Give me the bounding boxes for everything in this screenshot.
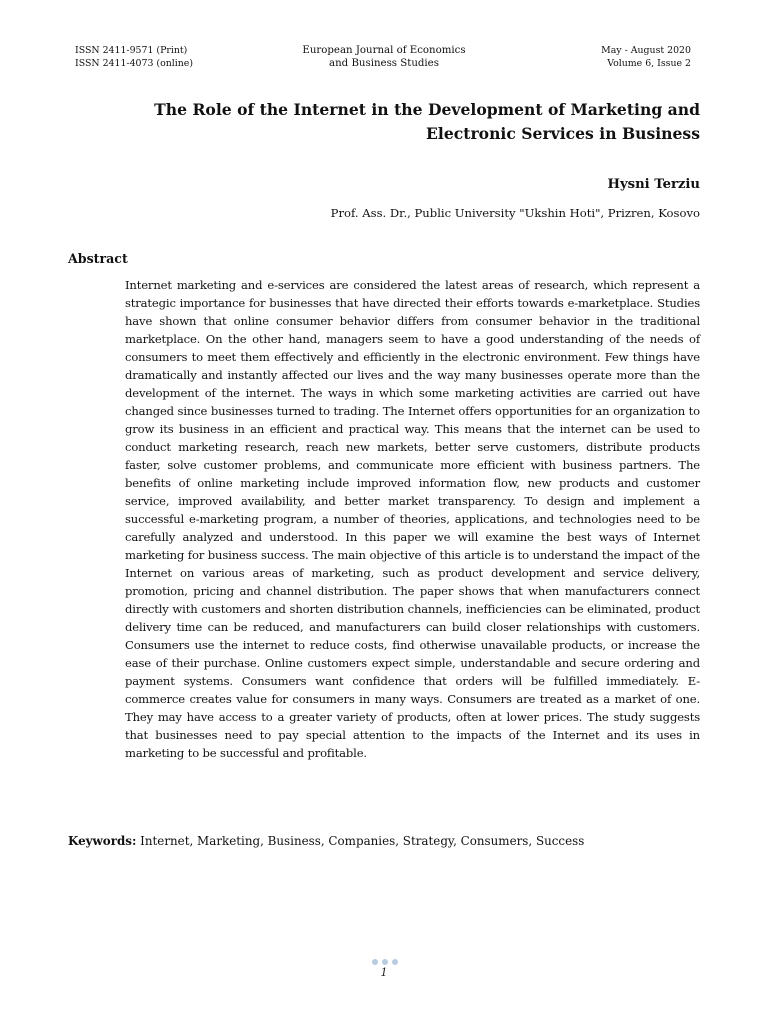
author-affiliation: Prof. Ass. Dr., Public University "Ukshin Hoti", Prizren, Kosovo bbox=[330, 206, 700, 220]
journal-name-line2: and Business Studies bbox=[329, 58, 439, 69]
page-number: 1 bbox=[380, 966, 388, 979]
author-name: Hysni Terziu bbox=[607, 177, 700, 192]
issue-volume: Volume 6, Issue 2 bbox=[607, 58, 691, 69]
paper-title bbox=[80, 98, 700, 146]
keywords-label: Keywords: bbox=[68, 834, 137, 848]
issn-print: ISSN 2411-9571 (Print) bbox=[75, 45, 188, 56]
issue-date: May - August 2020 bbox=[601, 45, 691, 56]
paper-title-line1: The Role of the Internet in the Development of Marketing and bbox=[154, 100, 700, 119]
paper-title-line2: Electronic Services in Business bbox=[426, 124, 700, 143]
keywords-list: Internet, Marketing, Business, Companies, Strategy, Consumers, Success bbox=[140, 834, 585, 848]
journal-name-line1: European Journal of Economics bbox=[302, 45, 466, 56]
issn-online: ISSN 2411-4073 (online) bbox=[75, 58, 194, 69]
journal-issue bbox=[601, 44, 691, 70]
keywords bbox=[68, 834, 708, 848]
abstract-text: Internet marketing and e-services are considered the latest areas of research, which represent a strategic importance for businesses that have directed their efforts towards e-marketplace. Studies have shown that online consumer behavior differs from consumer behavior in the traditional marketplace. On the other hand, managers seem to have a good understanding of the needs of consumers to meet them effectively and efficiently in the electronic environment. Few things have dramatically and instantly affected our lives and the way many businesses operate more than the development of the internet. The ways in which some marketing activities are carried out have changed since businesses turned to trading. The Internet offers opportunities for an organization to grow its business in an efficient and practical way. This means that the internet can be used to conduct marketing research, reach new markets, better serve customers, distribute products faster, solve customer problems, and communicate more efficient with business partners. The benefits of online marketing include improved information flow, new products and customer service, improved availability, and better market transparency. To design and implement a successful e-marketing program, a number of theories, applications, and technologies need to be carefully analyzed and understood. In this paper we will examine the best ways of Internet marketing for business success. The main objective of this article is to understand the impact of the Internet on various areas of marketing, such as product development and service delivery, promotion, pricing and channel distribution. The paper shows that when manufacturers connect directly with customers and shorten distribution channels, inefficiencies can be eliminated, product delivery time can be reduced, and manufacturers can build closer relationships with customers. Consumers use the internet to reduce costs, find otherwise unavailable products, or increase the ease of their purchase. Online customers expect simple, understandable and secure ordering and payment systems. Consumers want confidence that orders will be fulfilled immediately. E- commerce creates value for consumers in many ways. Consumers are treated as a market of one. They may have access to a greater variety of products, often at lower prices. The study suggests that businesses need to pay special attention to the impacts of the Internet and its uses in marketing to be successful and profitable. bbox=[125, 278, 700, 760]
abstract-heading: Abstract bbox=[68, 251, 128, 266]
